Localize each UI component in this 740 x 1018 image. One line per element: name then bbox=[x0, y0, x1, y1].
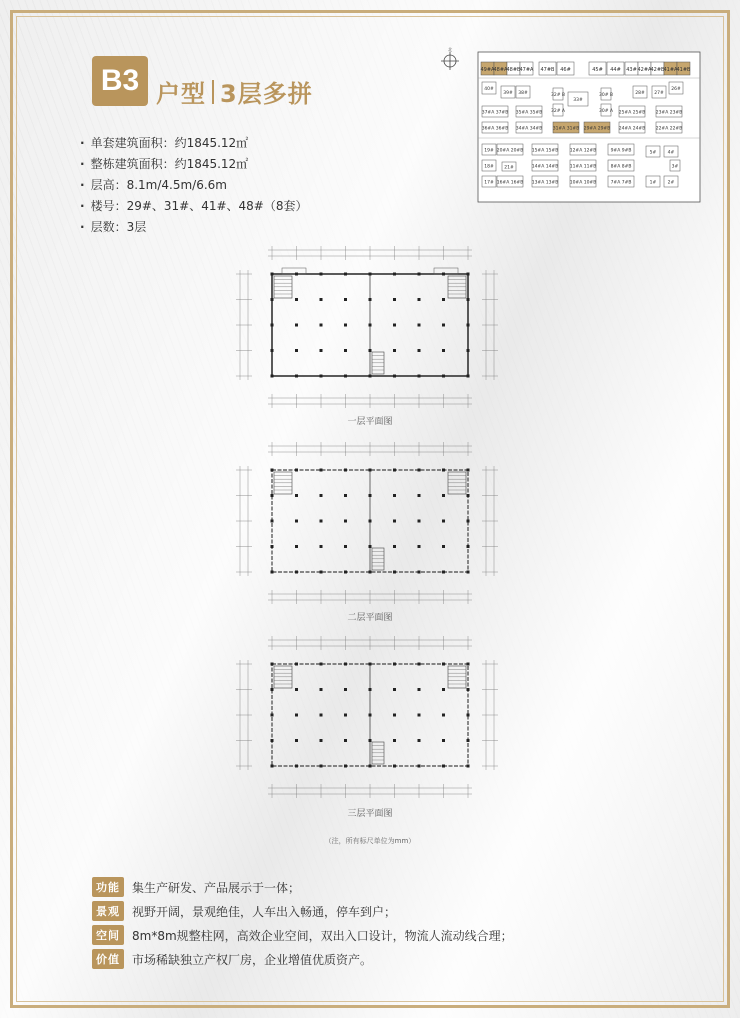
spec-building-area: · 整栋建筑面积：约1845.12㎡ bbox=[80, 154, 308, 175]
svg-text:17#: 17# bbox=[484, 180, 494, 186]
spec-floors: · 层数：3层 bbox=[80, 217, 308, 238]
svg-text:29#A 29#B: 29#A 29#B bbox=[583, 126, 611, 132]
site-block bbox=[539, 62, 556, 75]
svg-text:1#: 1# bbox=[649, 180, 657, 186]
svg-text:41#B: 41#B bbox=[676, 67, 691, 73]
site-block bbox=[568, 92, 588, 106]
site-map bbox=[448, 47, 706, 204]
svg-text:16#A 16#B: 16#A 16#B bbox=[496, 180, 524, 186]
site-block bbox=[664, 176, 678, 187]
svg-text:47#B: 47#B bbox=[540, 67, 555, 73]
svg-text:25#A 25#B: 25#A 25#B bbox=[618, 110, 646, 116]
dimension-lines bbox=[236, 636, 498, 798]
site-block bbox=[551, 88, 565, 100]
feature-tag: 功能 bbox=[92, 877, 124, 897]
svg-text:26#: 26# bbox=[671, 87, 681, 92]
site-block bbox=[646, 176, 660, 187]
svg-text:13#A 13#B: 13#A 13#B bbox=[531, 180, 559, 186]
site-block bbox=[589, 62, 606, 75]
svg-text:30# A: 30# A bbox=[598, 109, 614, 114]
site-block bbox=[482, 122, 509, 133]
svg-text:8#A 8#B: 8#A 8#B bbox=[610, 164, 632, 170]
svg-text:北: 北 bbox=[448, 47, 452, 52]
site-block bbox=[553, 122, 580, 133]
site-block bbox=[516, 86, 530, 98]
svg-text:32# B: 32# B bbox=[550, 93, 566, 98]
site-block bbox=[584, 122, 611, 133]
feature-text: 集生产研发、产品展示于一体； bbox=[132, 880, 301, 895]
svg-text:15#A 15#B: 15#A 15#B bbox=[531, 148, 559, 154]
svg-text:49#A: 49#A bbox=[480, 67, 495, 73]
svg-text:2#: 2# bbox=[667, 180, 675, 186]
unit-badge: B3 bbox=[92, 56, 148, 106]
title-separator bbox=[212, 80, 214, 104]
site-block bbox=[607, 62, 624, 75]
svg-text:28#: 28# bbox=[635, 91, 645, 96]
site-block bbox=[656, 122, 683, 133]
floor-plan-2 bbox=[232, 440, 502, 606]
site-block bbox=[532, 144, 559, 155]
feature-tag: 空间 bbox=[92, 925, 124, 945]
site-block bbox=[516, 106, 543, 117]
site-block bbox=[669, 82, 683, 94]
feature-tag: 景观 bbox=[92, 901, 124, 921]
svg-text:32# A: 32# A bbox=[550, 109, 566, 114]
site-block bbox=[516, 122, 543, 133]
svg-text:14#A 14#B: 14#A 14#B bbox=[531, 164, 559, 170]
floor-walls bbox=[272, 268, 468, 376]
site-block bbox=[677, 62, 692, 75]
feature-text: 市场稀缺独立产权厂房，企业增值优质资产。 bbox=[132, 952, 373, 967]
svg-text:10#A 10#B: 10#A 10#B bbox=[569, 180, 597, 186]
svg-text:11#A 11#B: 11#A 11#B bbox=[569, 164, 597, 170]
svg-text:24#A 24#B: 24#A 24#B bbox=[618, 126, 646, 132]
site-block bbox=[482, 176, 496, 187]
svg-text:19#: 19# bbox=[484, 148, 494, 154]
floor-plan-2-label: 二层平面图 bbox=[347, 613, 393, 623]
spec-list bbox=[80, 133, 308, 238]
site-block bbox=[502, 162, 516, 171]
page-title bbox=[156, 74, 313, 109]
site-block bbox=[497, 176, 524, 187]
site-block bbox=[482, 144, 496, 155]
site-block bbox=[482, 160, 496, 171]
site-block bbox=[570, 144, 597, 155]
floor-plan-1 bbox=[232, 244, 502, 410]
svg-text:3#: 3# bbox=[671, 164, 679, 170]
svg-text:35#A 35#B: 35#A 35#B bbox=[515, 110, 543, 116]
feature-list bbox=[92, 875, 513, 971]
svg-text:46#: 46# bbox=[560, 67, 571, 73]
dimension-note: （注，所有标尺单位为mm） bbox=[324, 837, 416, 845]
site-block bbox=[497, 144, 524, 155]
svg-text:43#: 43# bbox=[626, 67, 637, 73]
spec-building-numbers: · 楼号：29#、31#、41#、48#（8套） bbox=[80, 196, 308, 217]
title-part1: 户型 bbox=[156, 80, 206, 108]
site-block bbox=[532, 160, 559, 171]
svg-text:7#A 7#B: 7#A 7#B bbox=[610, 180, 632, 186]
svg-text:36#A 36#B: 36#A 36#B bbox=[481, 126, 509, 132]
svg-text:44#: 44# bbox=[610, 67, 621, 73]
feature-text: 视野开阔，景观绝佳，人车出入畅通，停车到户； bbox=[132, 904, 397, 919]
site-block bbox=[482, 106, 509, 117]
site-block bbox=[570, 160, 597, 171]
svg-text:45#: 45# bbox=[592, 67, 603, 73]
svg-text:47#A: 47#A bbox=[519, 67, 534, 73]
svg-text:40#: 40# bbox=[484, 87, 494, 92]
site-block bbox=[619, 106, 646, 117]
site-block bbox=[608, 176, 634, 187]
svg-text:38#: 38# bbox=[518, 91, 528, 96]
svg-text:48#A: 48#A bbox=[493, 67, 508, 73]
spec-floor-height: · 层高：8.1m/4.5m/6.6m bbox=[80, 175, 308, 196]
site-block bbox=[656, 106, 683, 117]
svg-text:21#: 21# bbox=[504, 165, 514, 171]
floor-plan-3-label: 三层平面图 bbox=[347, 809, 393, 819]
feature-value bbox=[92, 947, 513, 971]
svg-text:42#B: 42#B bbox=[650, 67, 665, 73]
svg-text:27#: 27# bbox=[654, 91, 664, 96]
svg-text:31#A 31#B: 31#A 31#B bbox=[552, 126, 580, 132]
feature-space bbox=[92, 923, 513, 947]
site-block bbox=[520, 62, 535, 75]
site-block bbox=[633, 86, 647, 98]
site-block bbox=[557, 62, 574, 75]
site-block bbox=[664, 146, 678, 157]
site-block bbox=[608, 160, 634, 171]
site-block bbox=[482, 82, 496, 94]
floor-plan-3 bbox=[232, 634, 502, 800]
feature-function bbox=[92, 875, 513, 899]
title-part2: 3层多拼 bbox=[220, 80, 313, 108]
site-block bbox=[625, 62, 638, 75]
svg-text:23#A 23#B: 23#A 23#B bbox=[655, 110, 683, 116]
spec-unit-area: · 单套建筑面积：约1845.12㎡ bbox=[80, 133, 308, 154]
svg-text:41#A: 41#A bbox=[663, 67, 678, 73]
dimension-lines bbox=[236, 442, 498, 604]
svg-text:39#: 39# bbox=[503, 91, 513, 96]
site-block bbox=[646, 146, 660, 157]
site-block bbox=[608, 144, 634, 155]
site-block bbox=[619, 122, 646, 133]
floor-plan-1-label: 一层平面图 bbox=[347, 417, 393, 427]
svg-text:22#A 22#B: 22#A 22#B bbox=[655, 126, 683, 132]
dimension-lines bbox=[236, 246, 498, 408]
svg-text:20#A 20#B: 20#A 20#B bbox=[496, 148, 524, 154]
svg-text:4#: 4# bbox=[667, 150, 675, 156]
svg-text:33#: 33# bbox=[573, 98, 583, 103]
svg-text:37#A 37#B: 37#A 37#B bbox=[481, 110, 509, 116]
svg-text:5#: 5# bbox=[649, 150, 657, 156]
site-block bbox=[532, 176, 559, 187]
site-block bbox=[652, 86, 666, 98]
svg-text:30# B: 30# B bbox=[598, 93, 614, 98]
feature-tag: 价值 bbox=[92, 949, 124, 969]
svg-text:9#A 9#B: 9#A 9#B bbox=[610, 148, 632, 154]
feature-text: 8m*8m规整柱网，高效企业空间，双出入口设计，物流人流动线合理； bbox=[132, 928, 513, 943]
svg-text:42#A: 42#A bbox=[637, 67, 652, 73]
svg-text:18#: 18# bbox=[484, 164, 494, 170]
svg-text:48#B: 48#B bbox=[506, 67, 521, 73]
feature-landscape bbox=[92, 899, 513, 923]
svg-text:12#A 12#B: 12#A 12#B bbox=[569, 148, 597, 154]
site-block bbox=[570, 176, 597, 187]
svg-text:34#A 34#B: 34#A 34#B bbox=[515, 126, 543, 132]
site-block bbox=[599, 88, 613, 100]
site-block bbox=[501, 86, 515, 98]
site-block bbox=[670, 160, 680, 171]
